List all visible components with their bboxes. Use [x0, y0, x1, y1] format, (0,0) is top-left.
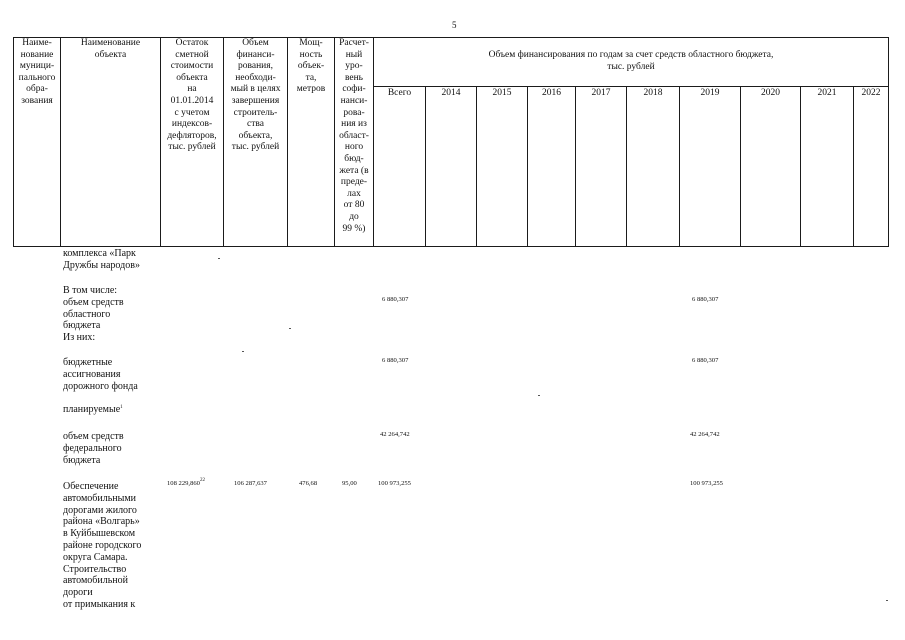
- col-divider: [740, 86, 741, 247]
- header-year: 2019: [700, 88, 720, 98]
- header-year: 2016: [542, 88, 561, 98]
- header-municipality: Наиме- нование муници- пального обра- зования: [18, 38, 56, 106]
- col-divider: [626, 86, 627, 247]
- planned-label-text: планируемые: [63, 404, 121, 415]
- project-total: 100 973,255: [378, 480, 411, 487]
- planned-footnote: 1: [120, 405, 123, 410]
- header-years-group: Объем финансирования по годам за счет средств областного бюджета, тыс. рублей: [488, 50, 774, 72]
- header-year: 2021: [817, 88, 837, 98]
- col-divider: [679, 86, 680, 247]
- scan-speck: [886, 600, 888, 601]
- header-required-funding: Объем финанси- рования, необходи- мый в целях завершения строитель- ства объекта, тыс. рублей: [230, 38, 281, 153]
- col-divider: [527, 86, 528, 247]
- col-divider: [800, 86, 801, 247]
- scan-speck: [289, 328, 291, 329]
- years-subheader-border: [373, 86, 889, 87]
- scan-speck: [218, 258, 220, 259]
- federal-funds-total: 42 264,742: [380, 431, 410, 438]
- col-divider: [425, 86, 426, 247]
- col-divider: [888, 37, 889, 247]
- road-fund-label: бюджетные ассигнования дорожного фонда: [63, 357, 138, 392]
- header-year: 2017: [591, 88, 611, 98]
- scan-speck: [538, 395, 540, 396]
- header-total: Всего: [387, 88, 412, 98]
- page-number: 5: [452, 20, 457, 30]
- regional-funds-total: 6 880,307: [382, 296, 409, 303]
- header-year: 2020: [761, 88, 780, 98]
- header-year: 2018: [643, 88, 663, 98]
- col-divider: [575, 86, 576, 247]
- col-divider: [853, 86, 854, 247]
- regional-funds-2019: 6 880,307: [692, 296, 719, 303]
- planned-label: [63, 404, 123, 416]
- regional-funds-label: В том числе: объем средств областного бюджета Из них:: [63, 285, 124, 344]
- road-fund-2019: 6 880,307: [692, 357, 719, 364]
- header-object-name: Наименование объекта: [80, 38, 141, 60]
- road-fund-total: 6 880,307: [382, 357, 409, 364]
- col-divider: [476, 86, 477, 247]
- project-cofinancing: 95,00: [342, 480, 357, 487]
- header-year: 2022: [861, 88, 881, 98]
- header-balance: Остаток сметной стоимости объекта на 01.01.2014 с учетом индексов- дефляторов, тыс. рублей: [167, 38, 217, 153]
- object-name-continuation: комплекса «Парк Дружбы народов»: [63, 248, 140, 271]
- header-capacity: Мощ- ность объек- та, метров: [296, 38, 326, 95]
- project-balance-footnote: 22: [199, 478, 205, 483]
- project-name: Обеспечение автомобильными дорогами жилого района «Волгарь» в Куйбышевском районе городского округа Самара. Строительство автомобильной дороги от примыкания к: [63, 481, 142, 610]
- scan-speck: [242, 351, 244, 352]
- project-capacity: 476,68: [299, 480, 318, 487]
- col-divider: [60, 37, 61, 247]
- project-required-funding: 106 287,637: [234, 480, 267, 487]
- project-2019: 100 973,255: [690, 480, 723, 487]
- federal-funds-2019: 42 264,742: [690, 431, 720, 438]
- header-cofinancing-level: Расчет- ный уро- вень софи- нанси- рова- ния из област- ного бюд- жета (в преде- лах от 80 до 99 %): [339, 38, 369, 234]
- header-year: 2014: [441, 88, 461, 98]
- federal-funds-label: объем средств федерального бюджета: [63, 431, 124, 466]
- header-bottom-border: [13, 246, 889, 247]
- project-balance: [167, 480, 205, 488]
- header-year: 2015: [492, 88, 512, 98]
- project-balance-value: 108 229,860: [167, 480, 200, 487]
